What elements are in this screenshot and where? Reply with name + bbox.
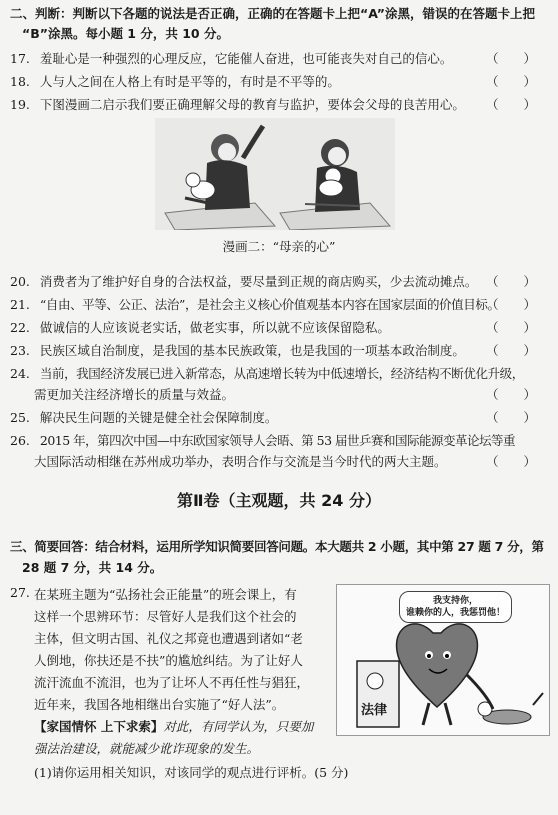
item-17 [10,49,452,67]
answer-paren: （ ） [485,51,536,66]
q27-subquestion-1: (1)请你运用相关知识，对该同学的观点进行评析。(5 分) [34,765,349,780]
cartoon-law-support [336,584,550,736]
item-number: 17. [10,51,30,66]
q27-tag-text-2: 强法治建设，就能减少讹诈现象的发生。 [34,741,260,756]
item-number: 19. [10,97,30,112]
answer-paren: （ ） [485,343,536,358]
item-number: 21. [10,297,30,312]
law-book-label: 法律 [361,703,388,718]
item-20 [10,272,477,290]
item-number: 24. [10,366,30,381]
q27-tag-text: 对此，有同学认为，只要加 [163,719,314,734]
item-number: 18. [10,74,30,89]
item-text: 解决民生问题的关键是健全社会保障制度。 [39,410,278,425]
item-23 [10,341,465,359]
item-18 [10,72,340,90]
item-22 [10,318,390,336]
part2-title: 第Ⅱ卷（主观题，共 24 分） [177,491,381,510]
item-number: 22. [10,320,30,335]
item-text: 民族区域自治制度，是我国的基本民族政策，也是我国的一项基本政治制度。 [39,343,465,358]
item-number: 26. [10,433,30,448]
item-24 [10,364,524,382]
answer-paren: （ ） [485,274,536,289]
section3-header-line2: 28 题 7 分，共 14 分。 [22,560,163,575]
q27-tag: 【家国情怀 上下求索】 [34,719,164,734]
answer-paren: （ ） [485,410,536,425]
answer-paren: （ ） [485,97,536,112]
item-25 [10,408,277,426]
q27-line-4: 人倒地，你扶还是不扶”的尴尬纠结。为了让好人 [34,653,303,668]
cartoon-mothers-heart [155,118,395,230]
item-text: 下图漫画二启示我们要正确理解父母的教育与监护，要体会父母的良苦用心。 [39,97,465,112]
answer-paren: （ ） [485,74,536,89]
item-number: 23. [10,343,30,358]
item-24-line2: 需更加关注经济增长的质量与效益。 [34,387,235,402]
item-26 [10,431,515,449]
item-text: “自由、平等、公正、法治”，是社会主义核心价值观基本内容在国家层面的价值目标。 [39,297,500,312]
q27-line-1: 在某班主题为“弘扬社会正能量”的班会课上，有 [34,587,297,602]
section3-header-line1: 三、简要回答：结合材料，运用所学知识简要回答问题。本大题共 2 小题，其中第 27 题 7 分，第 [10,539,544,554]
q27-line-6: 近年来，我国各地相继出台实施了“好人法”。 [34,697,285,712]
answer-paren: （ ） [485,320,536,335]
item-text: 消费者为了维护好自身的合法权益，要尽量到正规的商店购买，少去流动摊点。 [39,274,478,289]
item-text: 羞耻心是一种强烈的心理反应，它能催人奋进，也可能丧失对自己的信心。 [39,51,453,66]
speech-bubble-text: 我支持你， 谁赖你的人，我惩罚他！ [406,596,506,618]
answer-paren: （ ） [485,454,536,469]
q27-line-2: 这样一个思辨环节：尽管好人是我们这个社会的 [34,609,297,624]
section2-header-line2: “B”涂黑。每小题 1 分，共 10 分。 [22,26,229,41]
section2-header-line1: 二、判断：判断以下各题的说法是否正确，正确的在答题卡上把“A”涂黑，错误的在答题卡上把 [10,6,535,21]
item-26-line2: 大国际活动相继在苏州成功举办，表明合作与交流是当今时代的两大主题。 [34,454,447,469]
q27-number: 27. [10,585,30,600]
item-text: 2015 年，第四次中国—中东欧国家领导人会晤、第 53 届世乒赛和国际能源变革论坛等重 [39,433,516,448]
item-text: 当前，我国经济发展已进入新常态，从高速增长转为中低速增长，经济结构不断优化升级， [39,366,524,381]
item-number: 25. [10,410,30,425]
answer-paren: （ ） [485,387,536,402]
item-text: 人与人之间在人格上有时是平等的，有时是不平等的。 [39,74,340,89]
answer-paren: （ ） [485,297,536,312]
q27-tag-line [34,717,313,735]
q27-line-5: 流汗流血不流泪，也为了让坏人不再任性与猖狂， [34,675,310,690]
item-number: 20. [10,274,30,289]
item-21 [10,295,500,313]
item-19 [10,95,465,113]
q27-line-3: 主体，但文明古国、礼仪之邦竟也遭遇到诸如“老 [34,631,303,646]
cartoon-caption: 漫画二：“母亲的心” [222,239,336,254]
cartoon-illustration [155,118,395,230]
item-text: 做诚信的人应该说老实话，做老实事，所以就不应该保留隐私。 [39,320,390,335]
